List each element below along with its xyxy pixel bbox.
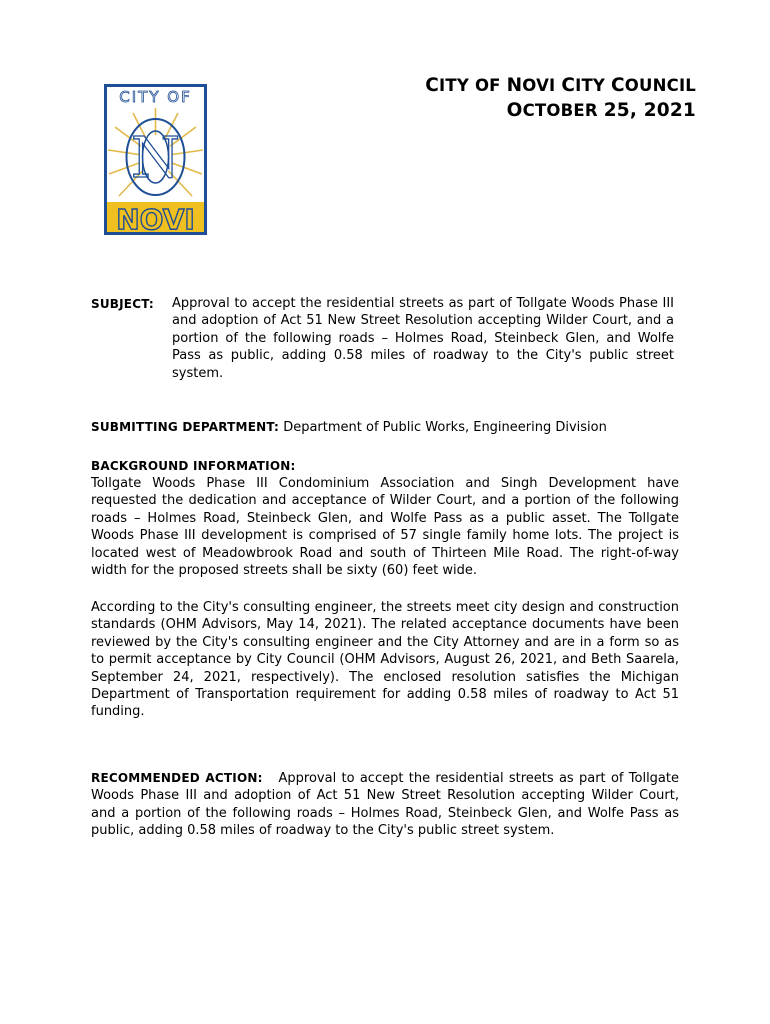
recommended-action-text: Approval to accept the residential streets as part of Tollgate Woods Phase III and adoption of Act 51 New Street Resolution accepting Wilder Court, and a portion of the following roads – Holmes Road, Steinbeck Glen, and Wolfe Pass as public, adding 0.58 miles of roadway to the City's public street system.	[91, 771, 679, 839]
subject-text: Approval to accept the residential streets as part of Tollgate Woods Phase III and adoption of Act 51 New Street Resolution accepting Wilder Court, and a portion of the following roads – Holmes Road, Steinbeck Glen, and Wolfe Pass as public, adding 0.58 miles of roadway to the City's public street system.	[172, 296, 674, 381]
meeting-date: OCTOBER 25, 2021	[506, 100, 696, 121]
submitting-department	[91, 419, 691, 436]
city-of-novi-logo	[104, 84, 207, 235]
logo-top-text: CITY OF	[119, 88, 192, 106]
submitting-department-label: SUBMITTING DEPARTMENT:	[91, 420, 280, 434]
subject-label: SUBJECT:	[91, 297, 154, 311]
background-paragraph-1: Tollgate Woods Phase III Condominium Association and Singh Development have requested the dedication and acceptance of Wilder Court, and a portion of the following roads – Holmes Road, Steinbeck Glen, and Wolfe Pass as a public asset. The Tollgate Woods Phase III development is comprised of 57 single family home lots. The project is located west of Meadowbrook Road and south of Thirteen Mile Road. The right-of-way width for the proposed streets shall be sixty (60) feet wide.	[91, 476, 679, 579]
background-paragraph-2: According to the City's consulting engineer, the streets meet city design and construction standards (OHM Advisors, May 14, 2021). The related acceptance documents have been reviewed by the City's consulting engineer and the City Attorney and are in a form so as to permit acceptance by City Council (OHM Advisors, August 26, 2021, and Beth Saarela, September 24, 2021, respectively). The enclosed resolution satisfies the Michigan Department of Transportation requirement for adding 0.58 miles of roadway to Act 51 funding.	[91, 600, 679, 720]
submitting-department-value: Department of Public Works, Engineering Division	[283, 420, 607, 435]
recommended-action-label: RECOMMENDED ACTION:	[91, 771, 263, 785]
logo-monogram: N	[131, 126, 180, 191]
recommended-action	[91, 770, 679, 840]
background-label: BACKGROUND INFORMATION:	[91, 459, 296, 473]
meeting-title: CITY OF NOVI CITY COUNCIL	[425, 75, 696, 96]
logo-bottom-text: NOVI	[116, 203, 195, 235]
